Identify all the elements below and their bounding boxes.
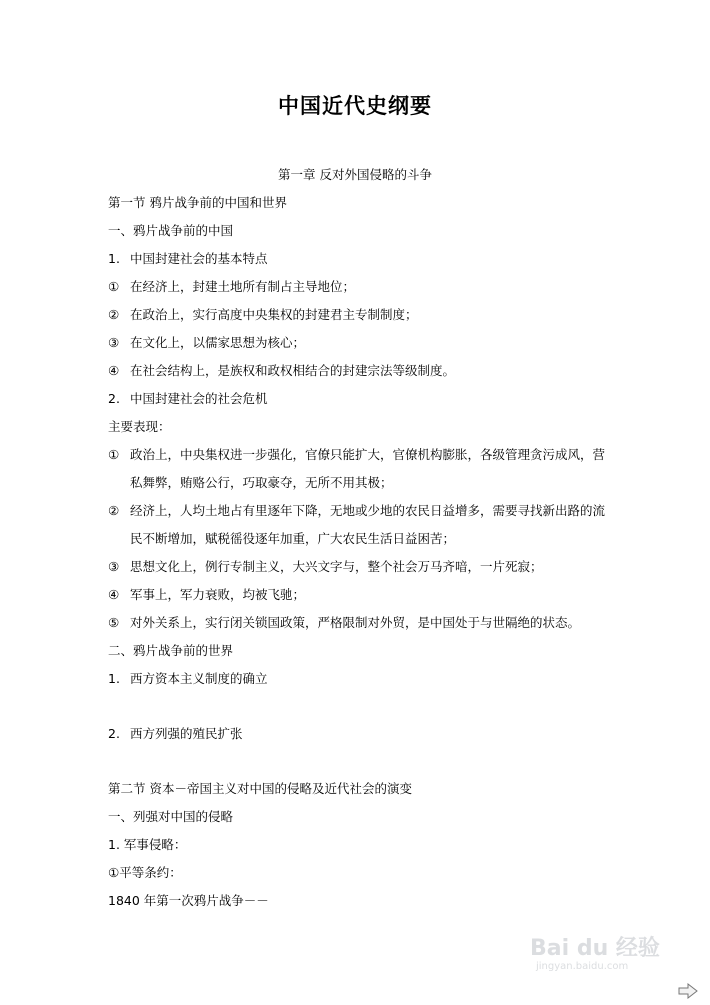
paragraph: 1. 军事侵略：	[108, 837, 187, 852]
watermark-logo: Bai du 经验	[530, 936, 660, 961]
section-heading: 第一节 鸦片战争前的中国和世界	[108, 195, 287, 210]
subsection-heading: 一、列强对中国的侵略	[108, 809, 234, 824]
document-title: 中国近代史纲要	[278, 94, 432, 118]
paragraph: 主要表现：	[108, 419, 171, 434]
subsection-heading: 一、鸦片战争前的中国	[108, 223, 234, 238]
chapter-heading: 第一章 反对外国侵略的斗争	[278, 167, 432, 182]
list-item: ④ 军事上，军力衰败，均被飞驰；	[108, 587, 306, 602]
paragraph: ①平等条约：	[108, 865, 182, 880]
list-item: 1. 西方资本主义制度的确立	[108, 671, 268, 686]
list-item: ② 在政治上，实行高度中央集权的封建君主专制制度；	[108, 307, 418, 322]
list-item: 1. 中国封建社会的基本特点	[108, 251, 268, 266]
subsection-heading: 二、鸦片战争前的世界	[108, 643, 234, 658]
watermark-url: jingyan.baidu.com	[536, 961, 629, 972]
list-item: 2. 中国封建社会的社会危机	[108, 391, 268, 406]
paragraph: 1840 年第一次鸦片战争－－	[108, 893, 269, 908]
list-item-continuation: 私舞弊，贿赂公行，巧取豪夺，无所不用其极；	[130, 475, 393, 490]
section-heading: 第二节 资本－帝国主义对中国的侵略及近代社会的演变	[108, 781, 412, 796]
list-item: ③ 在文化上，以儒家思想为核心；	[108, 335, 306, 350]
list-item: ③ 思想文化上，例行专制主义，大兴文字与，整个社会万马齐喑，一片死寂；	[108, 559, 543, 574]
list-item: ⑤ 对外关系上，实行闭关锁国政策，严格限制对外贸，是中国处于与世隔绝的状态。	[108, 615, 581, 630]
list-item-continuation: 民不断增加，赋税徭役逐年加重，广大农民生活日益困苦；	[130, 531, 456, 546]
list-item: 2. 西方列强的殖民扩张	[108, 726, 243, 741]
list-item: ① 政治上，中央集权进一步强化，官僚只能扩大，官僚机构膨胀，各级管理贪污成风，营	[108, 447, 606, 462]
list-item: ② 经济上，人均土地占有里逐年下降，无地或少地的农民日益增多，需要寻找新出路的流	[108, 503, 606, 518]
baidu-jingyan-watermark	[530, 931, 670, 977]
next-page-arrow-icon[interactable]	[678, 983, 698, 999]
list-item: ④ 在社会结构上，是族权和政权相结合的封建宗法等级制度。	[108, 363, 456, 378]
list-item: ① 在经济上，封建土地所有制占主导地位；	[108, 279, 356, 294]
